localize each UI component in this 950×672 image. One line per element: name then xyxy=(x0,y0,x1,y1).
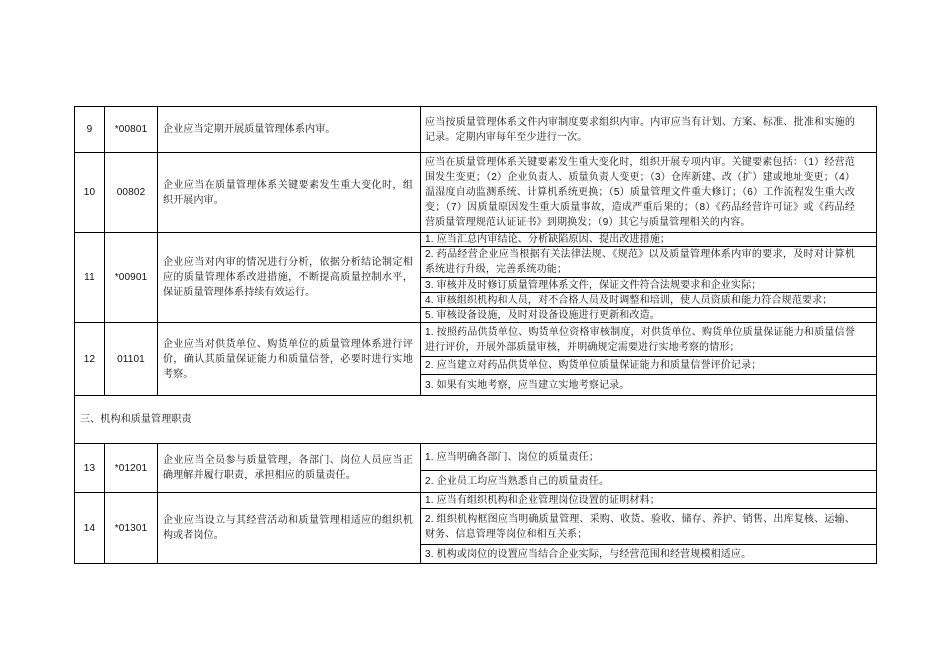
requirement-text: 企业应当在质量管理体系关键要素发生重大变化时，组织开展内审。 xyxy=(163,179,413,206)
detail-item: 1. 应当汇总内审结论、分析缺陷原因、提出改进措施； xyxy=(425,234,671,245)
detail-cell xyxy=(420,106,876,152)
detail-item: 4. 审核组织机构和人员，对不合格人员及时调整和培训，使人员资质和能力符合规范要求； xyxy=(425,294,833,306)
code-cell xyxy=(104,492,157,563)
requirement-cell xyxy=(157,152,420,232)
item-code: *01301 xyxy=(114,522,148,534)
detail-item: 3. 如果有实地考察，应当建立实地考察记录。 xyxy=(425,379,630,391)
item-code: 00802 xyxy=(116,187,146,198)
requirement-cell xyxy=(157,232,420,322)
detail-cell xyxy=(420,544,876,563)
detail-cell xyxy=(420,152,876,232)
code-cell xyxy=(104,322,157,395)
requirement-text: 企业应当对供货单位、购货单位的质量管理体系进行评价，确认其质量保证能力和质量信誉，必要时进行实地考察。 xyxy=(163,338,413,380)
detail-cell xyxy=(420,508,876,544)
table-row xyxy=(74,492,876,563)
code-cell xyxy=(104,152,157,232)
item-code: 01101 xyxy=(117,353,145,365)
detail-item: 应当在质量管理体系关键要素发生重大变化时，组织开展专项内审。关键要素包括：（1）经营范围发生变更；（2）企业负责人、质量负责人变更；（3）仓库新建、改（扩）建或地址变更；（4）温湿度自动监测系统、计算机系统更换；（5）质量管理文件重大修订；（6）工作流程发生重大改变；（7）因质量原因发生重大质量事故，造成严重后果的；（8）《药品经营许可证》或《药品经营质量管理规范认证证书》到期换发；（9）其它与质量管理相关的内容。 xyxy=(425,157,855,228)
detail-cell xyxy=(420,232,876,246)
number-cell xyxy=(74,443,104,492)
detail-cell xyxy=(420,470,876,492)
detail-cell xyxy=(420,322,876,356)
section-cell xyxy=(74,395,876,443)
item-code: *00901 xyxy=(114,272,148,283)
requirement-text: 企业应当对内审的情况进行分析，依据分析结论制定相应的质量管理体系改进措施，不断提高质量控制水平，保证质量管理体系持续有效运行。 xyxy=(163,257,413,298)
detail-item: 2. 组织机构框图应当明确质量管理、采购、收货、验收、储存、养护、销售、出库复核、运输、财务、信息管理等岗位和相互关系； xyxy=(425,513,855,540)
item-number: 11 xyxy=(84,272,95,283)
item-number: 9 xyxy=(86,124,93,135)
detail-cell xyxy=(420,443,876,470)
item-code: *01201 xyxy=(114,462,148,474)
detail-cell xyxy=(420,356,876,374)
table-row xyxy=(74,152,876,232)
detail-cell xyxy=(420,492,876,508)
detail-item: 1. 应当有组织机构和企业管理岗位设置的证明材料； xyxy=(425,495,660,506)
detail-item: 3. 审核并及时修订质量管理体系文件，保证文件符合法规要求和企业实际； xyxy=(425,279,762,291)
item-number: 13 xyxy=(83,462,96,474)
inspection-table xyxy=(74,106,877,564)
requirement-cell xyxy=(157,106,420,152)
item-number: 10 xyxy=(83,187,96,198)
detail-cell xyxy=(420,277,876,292)
table-row xyxy=(74,232,876,322)
item-number: 12 xyxy=(83,353,96,365)
table-row xyxy=(74,322,876,395)
requirement-cell xyxy=(157,492,420,563)
number-cell xyxy=(74,322,104,395)
code-cell xyxy=(104,232,157,322)
detail-item: 3. 机构或岗位的设置应当结合企业实际，与经营范围和经营规模相适应。 xyxy=(425,548,752,560)
number-cell xyxy=(74,232,104,322)
detail-item: 2. 企业员工均应当熟悉自己的质量责任。 xyxy=(425,476,610,487)
section-heading: 三、机构和质量管理职责 xyxy=(80,414,192,425)
detail-cell xyxy=(420,307,876,322)
detail-cell xyxy=(420,374,876,395)
detail-item: 1. 按照药品供货单位、购货单位资格审核制度，对供货单位、购货单位质量保证能力和质量信誉进行评价，开展外部质量审核，并明确规定需要进行实地考察的情形； xyxy=(425,326,855,353)
code-cell xyxy=(104,106,157,152)
detail-item: 2. 药品经营企业应当根据有关法律法规、《规范》以及质量管理体系内审的要求，及时对计算机系统进行升级，完善系统功能； xyxy=(425,249,855,275)
table-row xyxy=(74,106,876,152)
requirement-text: 企业应当设立与其经营活动和质量管理相适应的组织机构或者岗位。 xyxy=(163,515,413,541)
requirement-cell xyxy=(157,322,420,395)
table-row xyxy=(74,443,876,492)
detail-item: 1. 应当明确各部门、岗位的质量责任； xyxy=(425,451,599,463)
section-row xyxy=(74,395,876,443)
number-cell xyxy=(74,152,104,232)
detail-cell xyxy=(420,246,876,277)
number-cell xyxy=(74,106,104,152)
item-code: *00801 xyxy=(114,124,148,135)
code-cell xyxy=(104,443,157,492)
requirement-text: 企业应当全员参与质量管理，各部门、岗位人员应当正确理解并履行职责，承担相应的质量责任。 xyxy=(163,455,413,481)
detail-item: 2. 应当建立对药品供货单位、购货单位质量保证能力和质量信誉评价记录； xyxy=(425,360,762,371)
requirement-text: 企业应当定期开展质量管理体系内审。 xyxy=(163,124,336,135)
detail-cell xyxy=(420,292,876,307)
number-cell xyxy=(74,492,104,563)
detail-item: 应当按质量管理体系文件内审制度要求组织内审。内审应当有计划、方案、标准、批准和实施的记录。定期内审每年至少进行一次。 xyxy=(425,116,855,143)
item-number: 14 xyxy=(83,522,96,534)
requirement-cell xyxy=(157,443,420,492)
detail-item: 5. 审核设备设施，及时对设备设施进行更新和改造。 xyxy=(425,309,660,321)
